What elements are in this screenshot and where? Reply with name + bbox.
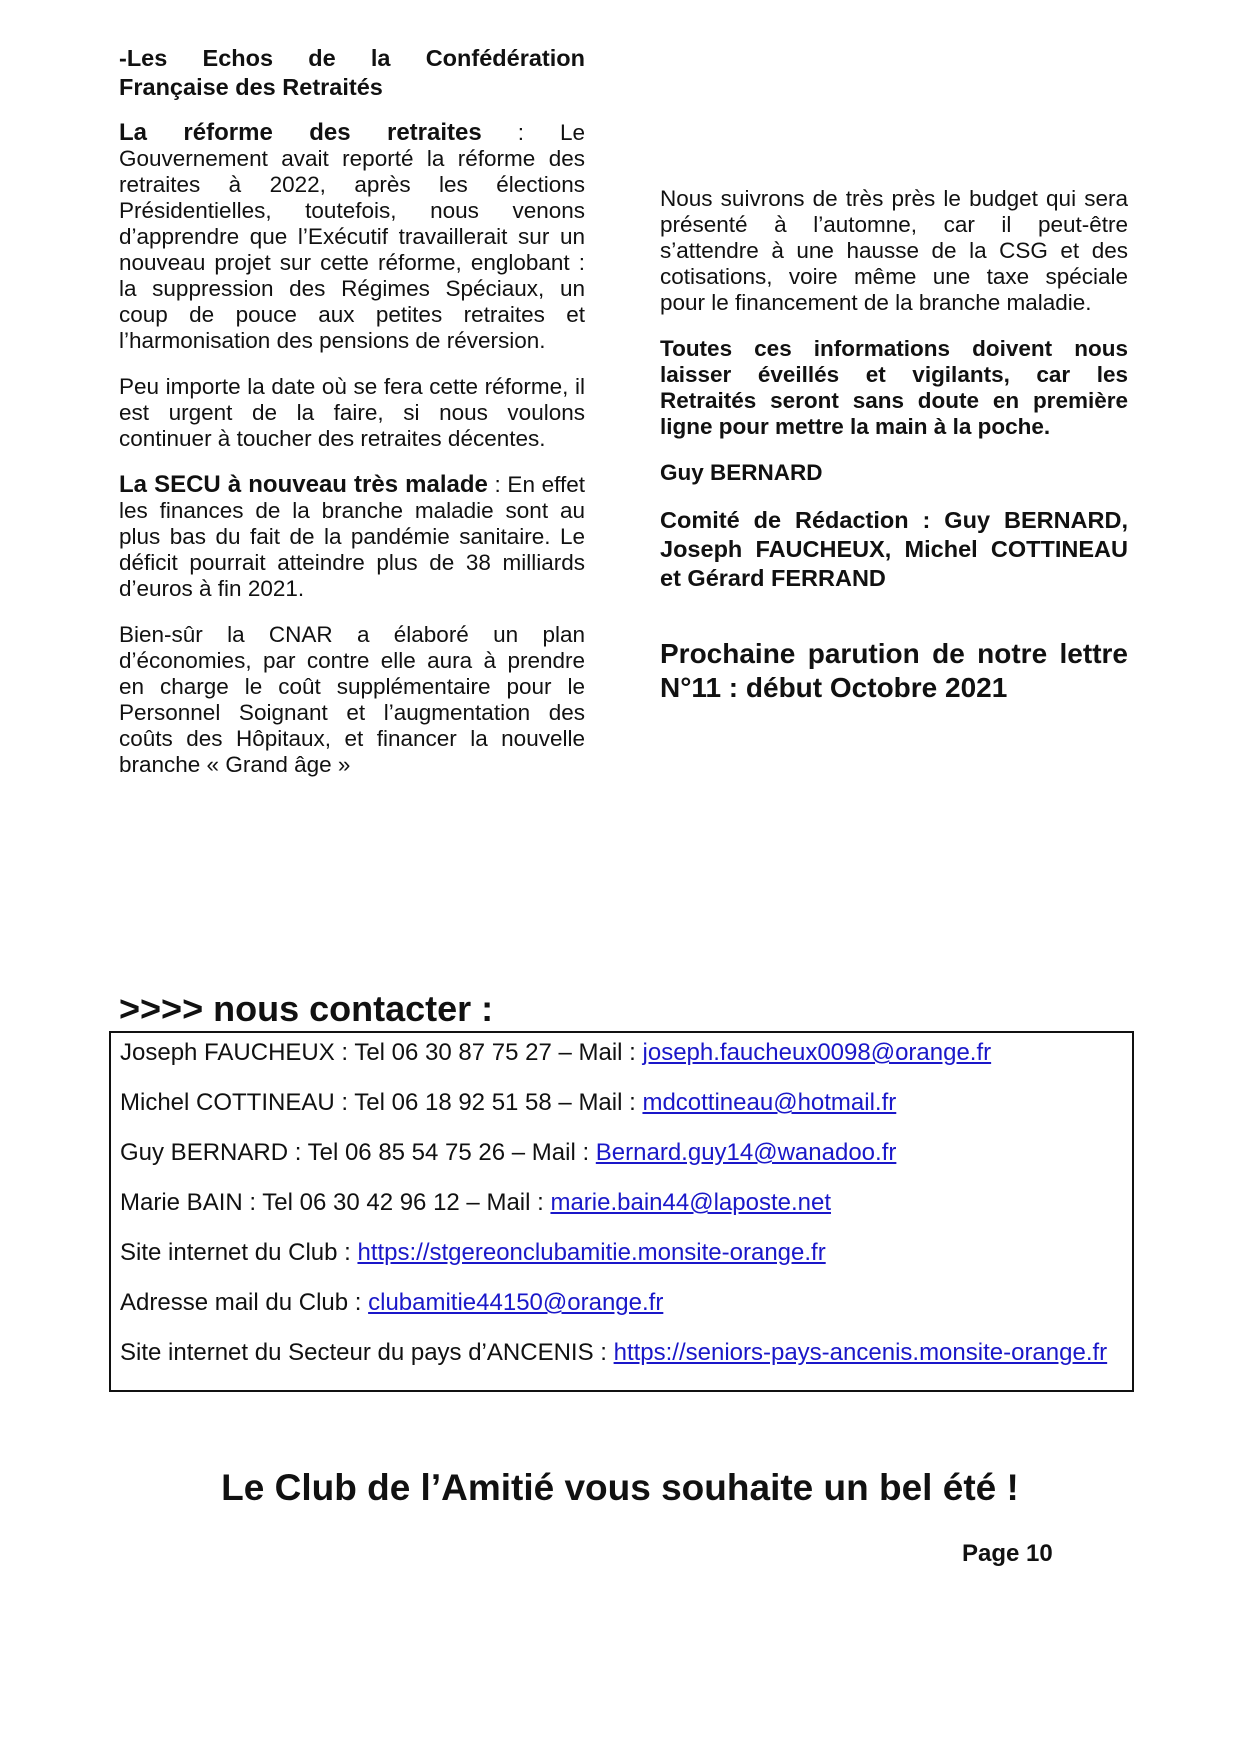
contact-label: Guy BERNARD : Tel 06 85 54 75 26 – Mail : (120, 1139, 596, 1166)
page-number: Page 10 (962, 1540, 1053, 1567)
contact-link[interactable]: clubamitie44150@orange.fr (368, 1289, 664, 1316)
contact-link[interactable]: marie.bain44@laposte.net (550, 1189, 831, 1216)
reform-paragraph (119, 120, 585, 354)
contact-link[interactable]: mdcottineau@hotmail.fr (642, 1089, 897, 1116)
secu-heading: La SECU à nouveau très malade (119, 471, 488, 498)
section-title: -Les Echos de la Confédération Française des Retraités (119, 45, 585, 100)
contact-label: Marie BAIN : Tel 06 30 42 96 12 – Mail : (120, 1189, 551, 1216)
left-column (119, 44, 585, 798)
contact-row (120, 1139, 1123, 1166)
right-column (660, 186, 1128, 725)
contact-label: Michel COTTINEAU : Tel 06 18 92 51 58 – Mail : (120, 1089, 643, 1116)
contact-row (120, 1239, 1123, 1266)
vigilance-paragraph: Toutes ces informations doivent nous laisser éveillés et vigilants, car les Retraités seront sans doute en première ligne pour mettre la main à la poche. (660, 336, 1128, 439)
contact-row (120, 1339, 1123, 1366)
cnar-paragraph: Bien-sûr la CNAR a élaboré un plan d’économies, par contre elle aura à prendre en charge le coût supplémentaire pour le Personnel Soignant et l’augmentation des coûts des Hôpitaux, et financer la nouvelle branche « Grand âge » (119, 622, 585, 777)
contact-link[interactable]: https://seniors-pays-ancenis.monsite-orange.fr (613, 1339, 1108, 1366)
budget-paragraph: Nous suivrons de très près le budget qui sera présenté à l’automne, car il peut-être s’attendre à une hausse de la CSG et des cotisations, voire même une taxe spéciale pour le financement de la branche maladie. (660, 186, 1128, 315)
contact-link[interactable]: joseph.faucheux0098@orange.fr (642, 1039, 992, 1066)
closing-wish: Le Club de l’Amitié vous souhaite un bel été ! (221, 1467, 1019, 1508)
contact-link[interactable]: Bernard.guy14@wanadoo.fr (595, 1139, 897, 1166)
contact-row (120, 1089, 1123, 1116)
secu-text: : En effet les finances de la branche maladie sont au plus bas du fait de la pandémie sanitaire. Le déficit pourrait atteindre plus de 38 milliards d’euros à fin 2021. (119, 472, 585, 601)
contact-box (109, 1031, 1134, 1392)
reform-heading: La réforme des retraites (119, 119, 482, 146)
secu-paragraph (119, 472, 585, 602)
urgent-paragraph: Peu importe la date où se fera cette réforme, il est urgent de la faire, si nous voulons continuer à toucher des retraites décentes. (119, 374, 585, 451)
contact-row (120, 1039, 1123, 1066)
contact-label: Joseph FAUCHEUX : Tel 06 30 87 75 27 – Mail : (120, 1039, 643, 1066)
signature: Guy BERNARD (660, 460, 823, 485)
contact-row (120, 1189, 1123, 1216)
contact-link[interactable]: https://stgereonclubamitie.monsite-orange.fr (357, 1239, 826, 1266)
reform-text: : Le Gouvernement avait reporté la réforme des retraites à 2022, après les élections Présidentielles, toutefois, nous venons d’apprendre que l’Exécutif travaillerait sur un nouveau projet sur cette réforme, englobant : la suppression des Régimes Spéciaux, un coup de pouce aux petites retraites et l’harmonisation des pensions de réversion. (119, 120, 585, 353)
contact-row (120, 1289, 1123, 1316)
contact-label: Site internet du Club : (120, 1239, 358, 1266)
contact-title: >>>> nous contacter : (119, 988, 494, 1029)
editorial-committee: Comité de Rédaction : Guy BERNARD, Joseph FAUCHEUX, Michel COTTINEAU et Gérard FERRAND (660, 507, 1128, 591)
contact-label: Site internet du Secteur du pays d’ANCENIS : (120, 1339, 614, 1366)
contact-label: Adresse mail du Club : (120, 1289, 369, 1316)
next-issue: Prochaine parution de notre lettre N°11 : début Octobre 2021 (660, 638, 1128, 703)
